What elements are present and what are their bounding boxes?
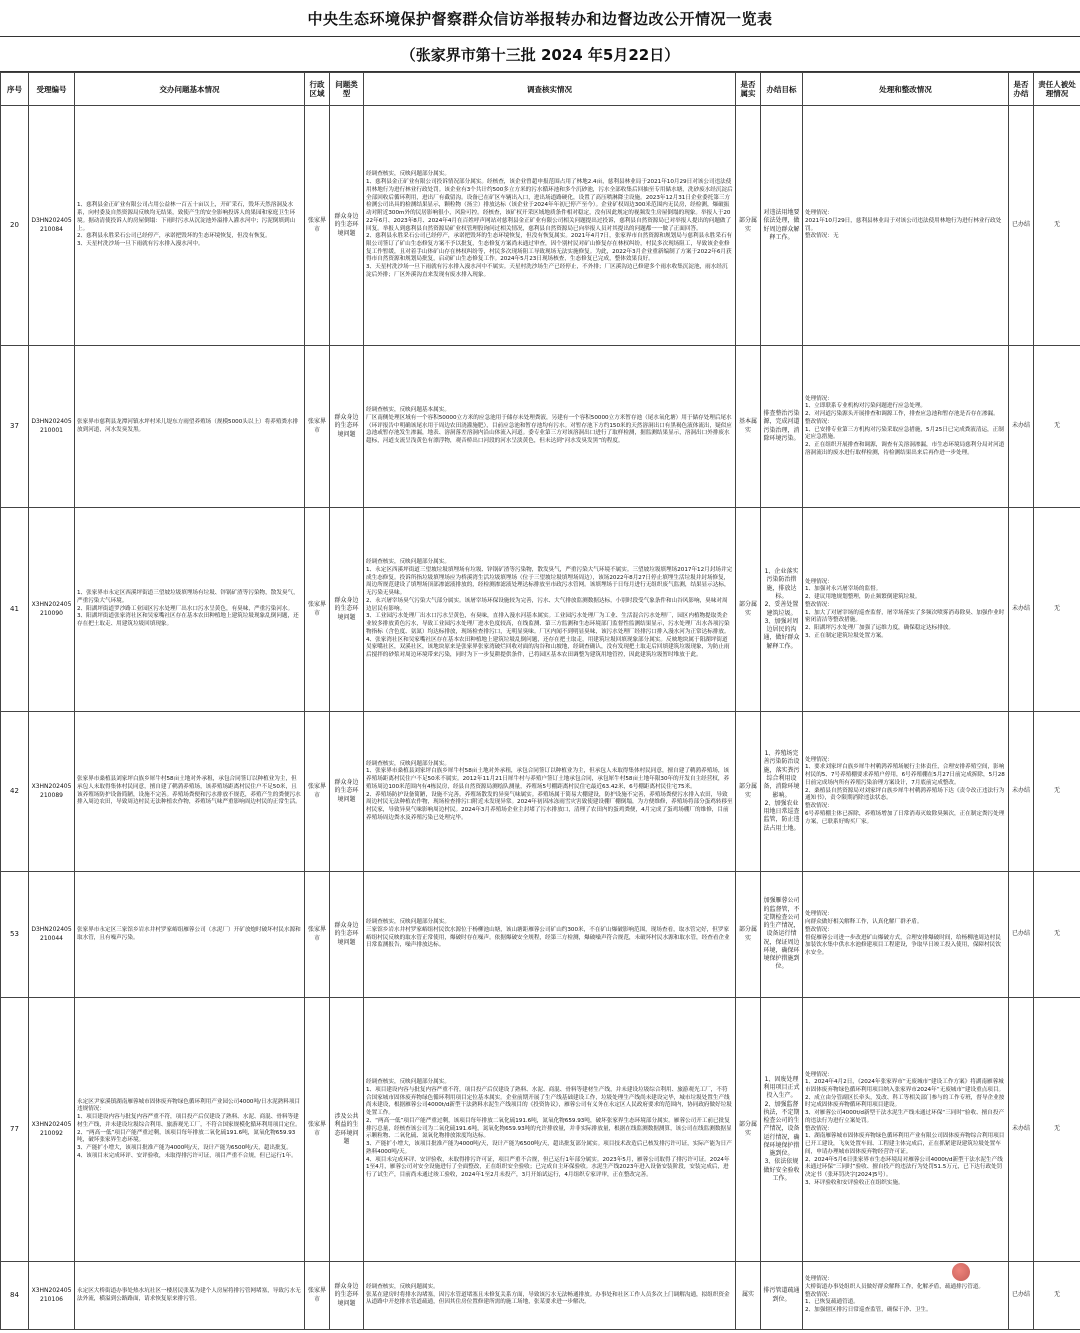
cell-goal: 加强雁蓉公司的监督管，不定期检查公司的生产情况，设备运行情况，保证周边环境，确保环境保护措施到位。 [761, 872, 803, 998]
cell-done: 未办结 [1009, 508, 1034, 712]
cell-done: 已办结 [1009, 1262, 1034, 1330]
cell-region: 张家界市 [305, 508, 330, 712]
cell-region: 张家界市 [305, 872, 330, 998]
cell-person: 无 [1034, 508, 1080, 712]
cell-verified: 属实 [736, 1262, 761, 1330]
cell-person: 无 [1034, 346, 1080, 508]
watermark-emblem-icon [952, 1263, 970, 1281]
cell-issue: 张家界市慈利县龙潭河镇水坪村米儿堤东方雨望养殖场（规模5000头以上）将养殖粪水排放到河道，河水发臭发黑。 [75, 346, 305, 508]
cell-issue: 永定区大桥街道办事处热水坑社区一楼居民张某为建个人房屋将排污管网堵塞，导致污水无法外流，横溢到公路路面，请求恢复原来排污管。 [75, 1262, 305, 1330]
cell-person: 无 [1034, 712, 1080, 872]
header-type: 问题类型 [330, 73, 364, 106]
cell-verified: 部分属实 [736, 998, 761, 1262]
document-title: 中央生态环境保护督察群众信访举报转办和边督边改公开情况一览表 [0, 0, 1080, 37]
cell-type: 群众身边的生态环境问题 [330, 872, 364, 998]
header-verified: 是否属实 [736, 73, 761, 106]
cell-done: 已办结 [1009, 106, 1034, 346]
table-header-row [1, 73, 1080, 106]
cell-seq: 37 [1, 346, 29, 508]
cell-id: X3HN202405210092 [29, 998, 75, 1262]
table-row [1, 106, 1080, 346]
header-seq: 序号 [1, 73, 29, 106]
cell-issue: 张家界市永定区三家馆乡岩水井村罗家峪组雁蓉公司（水泥厂）开矿放炮时破坏村民水源和取水管，且有噪声污染。 [75, 872, 305, 998]
cell-goal: 1、固废处理利用项目正式投入生产。 2、加强监督执法，不定期检查公司的生产情况，设备运行情况，确保环境保护措施到位。 3、依法依规做好安全验收工作。 [761, 998, 803, 1262]
cell-type: 群众身边的生态环境问题 [330, 106, 364, 346]
cell-seq: 41 [1, 508, 29, 712]
cell-investigation: 经调查核实，反映问题属实。 张某在建房时将排水沟堵塞，因污水管道堵塞且未修复关系方面，导致该污水无法畅通排放。办事处和社区工作人员多次上门调解沟通，拟组织资金从道路中开挖排水管道疏通，但因其住房位置修建所需的施工场地，张某要求进一步解决。 [364, 1262, 736, 1330]
header-investigation: 调查核实情况 [364, 73, 736, 106]
cell-seq: 20 [1, 106, 29, 346]
cell-id: X3HN202405210089 [29, 712, 75, 872]
cell-region: 张家界市 [305, 106, 330, 346]
cell-region: 张家界市 [305, 346, 330, 508]
header-goal: 办结目标 [761, 73, 803, 106]
cell-investigation: 经调查核实，反映问题部分属实。 三家馆乡岩水井村罗家峪组村民饮水源位于杨柳池山塘，该山塘距雁蓉公司矿山约300米，不在矿山爆破影响范围，现场查看，取水管完好，但罗家峪组村民反映的取水管正常使用，爆破时存在噪声。依据爆破安全规程，经第三方检测，爆破噪声符合规范，未破坏村民水源和取水管，经查看企业日常监测报告，噪声排放达标。 [364, 872, 736, 998]
cell-seq: 84 [1, 1262, 29, 1330]
cell-goal: 1、企业落实污染防治措施，排放达标。 2、妥善处置建筑垃圾。 3、加强对周边居民的沟通，做好群众解释工作。 [761, 508, 803, 712]
cell-issue: 1、慈利县金正矿业有限公司占用公益林一百五十亩以上，开矿采石，毁坏天然溶洞及水系，向村委及自然资源局反映均无结果，致使产生的安全影响投诉人的果园和家庭卫生环境。据动清使投诉人的房屋倒塌：下雨时污水从沉淀池外溢排入灌水河中；污泥倒填到山上。 2、慈利县永胜采石公司已经停产，承诺把毁坏的生态环境恢复，但没有恢复。 3、天星村洗沙场一旦下雨就有污水排入漫水河中。 [75, 106, 305, 346]
table-row [1, 998, 1080, 1262]
watermark-logo [952, 1259, 1042, 1285]
cell-issue: 张家界市桑植县刘家坪白族乡犀牛村58亩土地对外承租，承包合同签订以种植业为主，但承包人未取得集体村民同意，擅自建了鹌鹑养殖场，该养殖场距离村民住户不足50米，且该养殖场防护设备简陋，设施不完善。养殖场粪便和污水排放不规范，养殖产生的粪便污水排入周边农田，导致周边村民无法种植农作物，养殖场气味严重影响周边村民的正常生活。 [75, 712, 305, 872]
header-done: 是否办结 [1009, 73, 1034, 106]
table-row [1, 872, 1080, 998]
cell-region: 张家界市 [305, 998, 330, 1262]
cell-seq: 42 [1, 712, 29, 872]
cell-verified: 部分属实 [736, 106, 761, 346]
header-id: 受理编号 [29, 73, 75, 106]
table-row [1, 346, 1080, 508]
cell-region: 张家界市 [305, 712, 330, 872]
cell-handling: 处理情况： 1、立即联系专业机构对污染问题进行应急处理。 2、对河道污染源头开展排查和调源工作，排查应急池和暂存池是否存在渗漏。 整改情况： 1、已安排专业第三方机构对污染采取应急措施，5月25日已完成粪液清运，正制定应急措施。 2、正在组织开展排查和调源，调查有关溶洞渗漏，市生态环境局慈利分局对河道溶洞流出的废水进行取样检测，待检测结果出来后再作进一步处理。 [803, 346, 1009, 508]
cell-type: 涉及公共利益的生态环境问题 [330, 998, 364, 1262]
cell-region: 张家界市 [305, 1262, 330, 1330]
cell-verified: 基本属实 [736, 346, 761, 508]
cell-done: 已办结 [1009, 872, 1034, 998]
cell-goal: 1、养殖场完善污染防治设施，落实粪污综合利用设备，消除环境影响。 2、加强农业用地日常巡查监管，防止违法占用土地。 [761, 712, 803, 872]
cell-investigation: 经调查核实，反映问题部分属实。 1、慈利县金正矿业有限公司投诉情况部分属实。经核查，该企业曾超申报范围占用了林地2.4亩，慈利县林业局于2021年10月29日对该公司违法使用林地行为进行林业行政处罚。该企业有3个共计约500多立方米的污水循环池和多个沉砂池，污水全部收集后回抽至专用储水塘，洗砂废水经沉淀后全部回收后循环利用，进出厂有截留沟。设备已在矿区车辆出入口，进出场道路硬化，设置了高压喷淋降尘设施。2023年12月31日企业委托第三方检测公司出具的检测结果显示，颗粒物（扬尘）排放达标（该企业于2024年年初已停产至今）。企业矿权周边300米范围内无民房，经检测，爆破振动对附近300m外的民居影响很小，风险可控。经核查，该矿权开采区域地质条件相对稳定，没有因此规定的视频发生房屋倒塌的现象。举报人于2022年6月、2023年8月、2024年4月在百姓呼声网站对慈利县金正矿业有限公司相关问题提出过投诉，慈利县自然资源局已对举报人提出的问题做了回复。举报人到慈利县自然资源局矿业权管理股询问过相关情况，慈利县自然资源局已向举报人员对其提出的问题都一一做了正面回答。 2、慈利县永胜采石公司已经停产，承诺把毁坏的生态环境恢复，但没有恢复属实。2021年4月7日，张家界市自然资源和规划局与慈利县永胜采石有限公司签订了矿山生态修复方案不予以批复，生态修复方案尚未通过审查，因个别村民对矿山修复存在林权纠纷，村民多次现场阻工，导致该企业修复工作暂缓，且对着手山体矿山存在林权纠纷等，村民多次现场阻工导致现场无法实施修复。为此，2022年3月企业重新编制了方案于2022年6月获得市自然资源和规划局批复，启动矿山生态修复工作。2024年5月23日现场核查，生态修复已完成，整体效果良好。 3、天星村洗沙场一旦下雨就有污水排入漫水河中不属实。天星村洗沙场生产已经停止，不外排；厂区溪沟边已修建多个雨水收集沉淀池，雨水经沉淀后外排；厂区外溪沟直来发现有废水排入现象。 [364, 106, 736, 346]
cell-type: 群众身边的生态环境问题 [330, 1262, 364, 1330]
cell-type: 群众身边的生态环境问题 [330, 712, 364, 872]
table-row [1, 508, 1080, 712]
cell-handling: 处理情况： 1、加强对永兴屠宰场的监督。 2、建议用地规划整理，防止频繁倒建筑垃圾。 整改情况： 1、加大了对屠宰场的巡查监督，屠宰场落实了多频次喷雾消毒除臭、加强作业时密闭清洁等整改措施。 2、阳湖坪污水处理厂加强了运维力度，确保稳定达标排放。 3、正在制定建筑垃圾处置方案。 [803, 508, 1009, 712]
petition-table [0, 72, 1080, 1330]
cell-handling: 处理情况： 1、要求刘家坪白族乡犀牛村鹌鹑养殖场履行主体责任，合理安排养殖空间，影响村民的5、7号养殖棚要求养殖户停用，6号养殖棚在5月27日前完成拆除，5月28日前完成场内所有养殖污染治理方案设计，7月底前完成整改。 2、桑植县自然资源局对刘家坪白族乡犀牛村鹌鹑养殖场下达《责令改正违法行为通知书》，责令限期消除违法状态。 整改情况： 6号养殖棚主体已拆除，养殖场增加了日常消毒灭蚊除臭频次，正在制定粪污处理方案，已联系好购买厂家。 [803, 712, 1009, 872]
cell-investigation: 经调查核实，反映问题部分属实。 1、张家界市桑植县刘家坪白族乡犀牛村58亩土地对外承租，承包合同签订以种植业为主，但承包人未取得集体村民同意，擅自建了鹌鹑养殖场，该养殖场距离村民住户不足50米不属实。2012年11月21日犀牛村与养殖户签订土地承包合同，承包犀牛村58亩土地年限30年的开发自主经营权，养殖场周边100米范围内有4栋民房，经县自然资源局测绘队测量，养殖场5号棚距离村民住宅最近63.42米，6号棚距离村民住宅75米。 2、养殖场防护设备简陋，设施不完善。养殖场散发的异臭气味属实。养殖场属于简易大棚建设，防护设施不完善，养殖场粪便污水排入农田，导致周边村民无法种植农作物，现场检查排污口附近未发现异常。2024年初因冰冻雨雪灾害致使建设棚厂棚倒塌，为方便维修，养殖场将部分蛋鸡转移至村民家，导致异臭气味影响周边村民。2024年3月养殖场企业主封堵了污水排放口，清理了农田内的蛋鸡粪便，4月完成了蛋鸡场棚厂的维修，目前养殖场周边粪水及养殖污染已处理完毕。 [364, 712, 736, 872]
cell-person: 无 [1034, 872, 1080, 998]
cell-id: X3HN202405210106 [29, 1262, 75, 1330]
cell-done: 未办结 [1009, 712, 1034, 872]
cell-type: 群众身边的生态环境问题 [330, 508, 364, 712]
cell-investigation: 经调查核实，反映问题部分属实。 1、项目建设内容与批复内容严重不符，项目投产后仅建设了熟料、水泥、商混、骨料等建材生产线，并未建设垃圾综合利用、旅游观光工厂，不符合国家城市固体废弃物绿色循环利用项目定位基本属实。企业前期开展了生产线基础建设工作，垃圾处理生产线尚未建设完毕，城市垃圾处置生产线尚未建设，根据雁蓉公司4000t/d新型干法熟料水泥生产线项目的《投资协议》，雁蓉公司有义务在永定区人民政府要求的范围内，协同政府做好垃圾处置工作。 2、“两高一低”项目产能严重过剩，该项目每年排放二氧化硫191.6吨，氮氧化物659.93吨，破坏张家界生态环境部分属实。雁蓉公司开工前已批复排污总量，经核查该公司为二氧化硫191.6吨，氮氧化物659.93吨的允许排放量，并非实际排放量，根据在线监测数据测算，该公司在线监测数据显示颗粒物、二氧化硫、氮氧化物排放浓度均达标。 3、产能扩小增大，该项目批准产能为4000吨/天，设计产能为6500吨/天，超出批复部分属实。项目技术改造后已核发排污许可证，实际产能为日产熟料4000吨/天。 4、项目未完成环评、安评验收，未取得排污许可证，项目严重不合规，但已运行1年部分属实。2023年5月，雁蓉公司取得了排污许可证。2024年1至4月，雁蓉公司对安全设施进行了全面整改，正在组织安全验收；已完成自主环保验收。水泥生产线2023年进入设备安装阶段，安装完成后，进行了试生产，目前尚未通过竣工验收，2024年1至2月未投产，3月开始试运行，4月组织专家评审，正在整改完善。 [364, 998, 736, 1262]
cell-handling: 处理情况： 大桥街道办事处组织人员做好群众解释工作，化解矛盾，疏通排污管道。 整改情况： 1、已恢复疏通管道。 2、加强辖区排污日常巡查监管，确保干净、卫生。 [803, 1262, 1009, 1330]
cell-person: 无 [1034, 1262, 1080, 1330]
header-person: 责任人被处理情况 [1034, 73, 1080, 106]
cell-verified: 部分属实 [736, 872, 761, 998]
cell-investigation: 经调查核实，反映问题部分属实。 1、永定区西溪坪街道三望坡垃圾填埋场有垃圾、锌锅矿渣等污染物，散发臭气，严重污染大气环境不属实。三望坡垃圾填埋场2017年12月封场并完成生态修复。投诉所指垃圾填埋场应为桥溪湾生活垃圾填埋场（位于三望坡垃圾填埋场周边），该场2022年8月27日停止填埋生活垃圾并封场修复，周边所规范建设了填埋场顶部渗滤液排放的，经检测渗滤液处理达标排放至市政污水管网。该填埋场于日每月进行无组织废气监测，结果显示达标，无污染无臭味。 2、永兴屠宰场臭气污染大气部分属实。该屠宰场环保设施较为完善，污水、大气排放监测数据达标，小别时段受气象条件和山谷风影响，臭味对周边居民有影响。 3、工业园污水处理厂出水口污水呈黄色，有臭味，直排入漫水河基本属实。工业园污水处理厂为工业、生活混合污水处理厂，园区内植物提取类企业较多排放黄色污水，导致工业园污水处理厂进水色度较高，在线监测、第三方监测和生态环境部门监督性监测结果显示，污水处理厂出水各项污染物指标（含色度、氨氮）均达标排放，现场检查排污口，无明显臭味。厂区内闻不到明显臭味，该污水处理厂经排污口排入漫水河为正常达标排放。 4、张家湾社区和吴家嘴社区存在基本农田种植地上建筑垃圾乱倒问题，还存在把土取走，用建筑垃圾回填现象部分属实。反映地块属于阳湖坪街道吴家嘴社区，双溪社区，该地块原来是张家界张家湾破烂回收对面的沟谷和山坡地，经调查确认，没有发现把土取走后回填建筑垃圾现象，为防止雨后搅拌的砂浆对周边环境带来污染，同时为下一步复耕提供条件，已将园区基本农田调整为建筑用地管控，因此建筑垃圾暂时堆放于此。 [364, 508, 736, 712]
table-row [1, 1262, 1080, 1330]
cell-goal: 排查整治污染源，完成河道污染治理，消除环境污染。 [761, 346, 803, 508]
cell-issue: 1、张家界市永定区西溪坪街道三望坡垃圾填埋场有垃圾、锌锅矿渣等污染物，散发臭气，严重污染大气环境。 2、阳湖坪街道罗沙路工业园区污水处理厂出水口污水呈黄色，有臭味，严重污染河水。 3、阳湖坪街道张家湾社区和吴家嘴社区存在基本农田种植地上建筑垃圾现象乱倒问题，还存在把土取走、用建筑垃圾回填现象。 [75, 508, 305, 712]
cell-seq: 77 [1, 998, 29, 1262]
table-row [1, 712, 1080, 872]
cell-person: 无 [1034, 998, 1080, 1262]
cell-person: 无 [1034, 106, 1080, 346]
cell-id: D3HN202405210001 [29, 346, 75, 508]
cell-goal: 排污管道疏通到位。 [761, 1262, 803, 1330]
cell-handling: 处理情况： 向群众做好相关解释工作，认真化解厂群矛盾。 整改情况： 督促雁蓉公司进一步改进矿山爆破方式，合理安排爆破时间，给杨柳池周边村民加装饮水集中供水水池修建项目工程建设，争取早日竣工投入使用，保障村民饮水安全。 [803, 872, 1009, 998]
cell-handling: 处理情况： 1、2024年4月2日，《2024年张家界市“无废城市”建设工作方案》将湖南雁蓉城市固体废弃物绿色循环利用项目纳入张家界市2024年“无废城市”建设重点项目。 2、成立由分管副区长牵头，发改、科工等相关部门参与的工作专班，督导企业按时完成固体废弃物循环利用项目建设。 3、对雁蓉公司4000t/d新型干法水泥生产线未通过环保“三同时”验收、擅自投产的违法行为进行立案处罚。 整改情况： 1、湖南雁蓉城市固体废弃物绿色循环利用产业有限公司固体废弃物综合利用项目已开工建设，飞灰处置车间、工程建主体完成后，正在抓紧建设建筑垃圾处置车间，申请办理城市固体废弃物经营许可证。 2、2024年5月6日张家界市生态环境局对雁蓉公司4000t/d新型干法水泥生产线未通过环保“三同时”验收、擅自投产的违法行为处罚51.5万元，已下达行政处罚决定书（张环罚决字[2024]5号）。 3、环评验收和安评验收正在组织实施。 [803, 998, 1009, 1262]
document-subtitle: （张家界市第十三批 2024 年5月22日） [0, 37, 1080, 72]
header-region: 行政区域 [305, 73, 330, 106]
cell-goal: 对违法用地要依法处理，做好周边群众解释工作。 [761, 106, 803, 346]
cell-id: D3HN202405210044 [29, 872, 75, 998]
cell-type: 群众身边的生态环境问题 [330, 346, 364, 508]
cell-verified: 部分属实 [736, 508, 761, 712]
cell-id: X3HN202405210090 [29, 508, 75, 712]
header-handling: 处理和整改情况 [803, 73, 1009, 106]
cell-issue: 永定区尹家溪镇湖南雁蓉城市固体废弃物绿色循环利用产业园公司4000吨/日水泥熟料项目违规情况： 1、项目建设内容与批复内容严重不符，项目投产后仅建设了熟料、水泥、商混、骨料等建材生产线，并未建设垃圾综合利用、旅游观光工厂，不符合国家规模化循环利用项目定位。 2、“两高一低”项目产能严重过剩，该项目每年排放二氧化硫191.6吨，氮氧化物659.93吨，破坏张家界生态环境。 3、产能扩小增大，该项目批准产能为4000吨/天，设计产能为6500吨/天，超出批复。 4、该项目未完成环评、安评验收，未取得排污许可证，项目严重不合规，但已运行1年。 [75, 998, 305, 1262]
cell-done: 未办结 [1009, 346, 1034, 508]
cell-seq: 53 [1, 872, 29, 998]
cell-handling: 处理情况： 2021年10月29日，慈利县林业局于对该公司违法使用林地行为进行林业行政处罚。 整改情况：无 [803, 106, 1009, 346]
cell-id: D3HN202405210084 [29, 106, 75, 346]
cell-done: 未办结 [1009, 998, 1034, 1262]
cell-investigation: 经调查核实，反映问题基本属实。 厂区南侧处理区域有一个容积50000立方米的应急池用于储存未处理粪液，另建有一个容积50000立方米暂存池（尾水氧化塘）用于储存处理后尾水（环评报告中明确该尾水用于周边农田浇灌施肥），目前应急池和暂存池均有污水。对暂存池下方约150米的天然溶洞出口有黑褐色液体流出，疑似应急池或暂存池发生渗漏，地表、溶洞落差溶洞内沿山体流入河道。委专业第三方对该溶洞出口进行了取样检测，据监测结果显示，溶洞出口外排废水超标，河道支流呈浅黄色有漂浮物，观音桥出口河段的河水呈淡黄色，但未达到“河水发臭发黑”的程度。 [364, 346, 736, 508]
header-issue: 交办问题基本情况 [75, 73, 305, 106]
cell-verified: 部分属实 [736, 712, 761, 872]
